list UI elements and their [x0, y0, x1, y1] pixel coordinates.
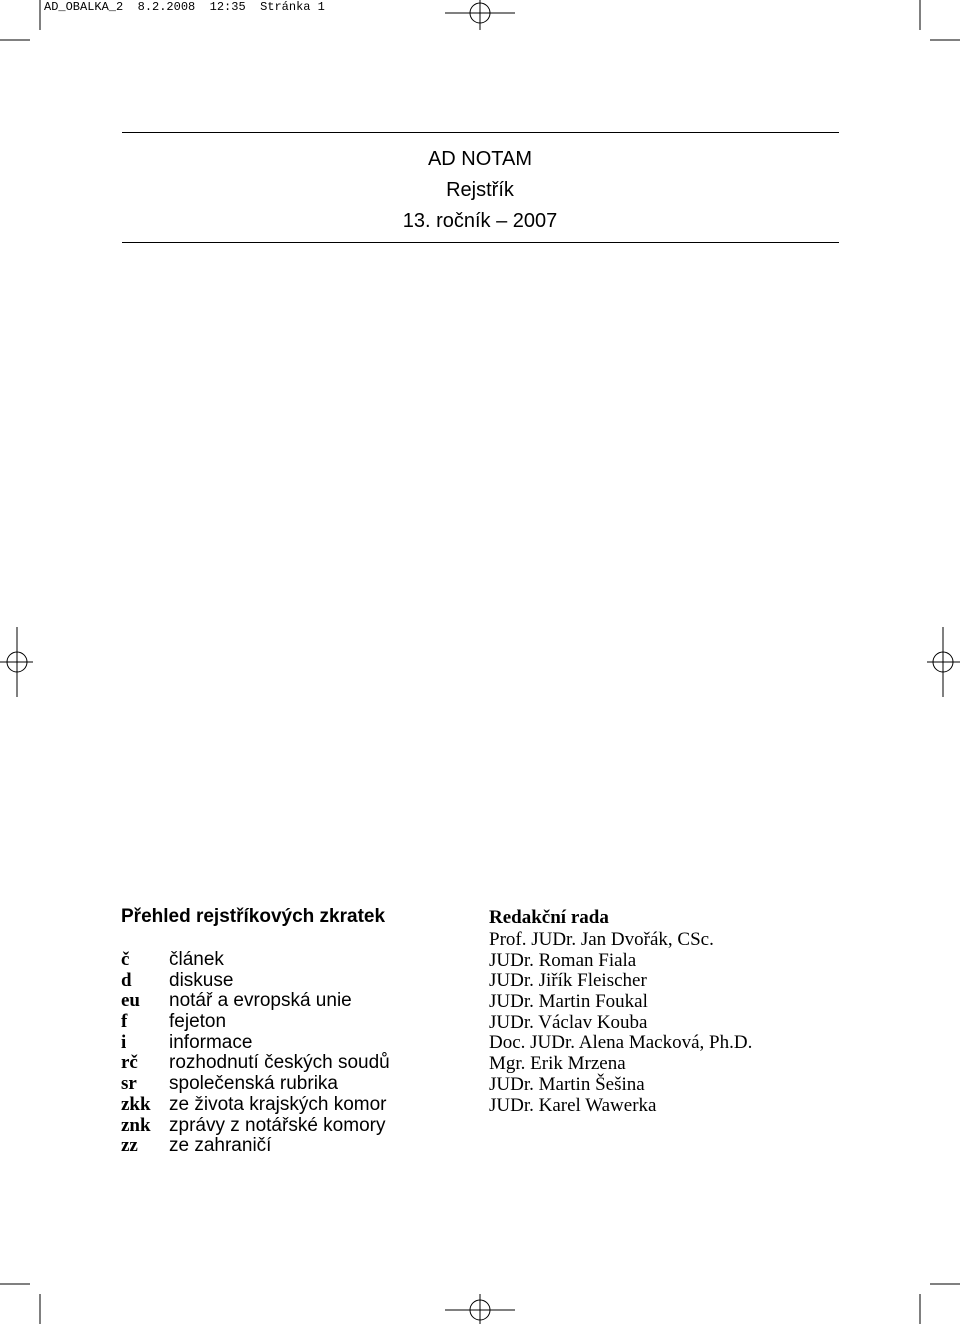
board-member: JUDr. Karel Wawerka: [489, 1094, 657, 1116]
abbreviation-description: článek: [169, 949, 224, 970]
abbreviation-description: informace: [169, 1031, 253, 1053]
abbreviation-code: rč: [121, 1052, 138, 1074]
list-item: [121, 1095, 390, 1116]
abbreviation-code: d: [121, 969, 132, 991]
slug-time: 12:35: [209, 0, 246, 14]
board-member: JUDr. Václav Kouba: [489, 1011, 648, 1033]
list-item: [121, 971, 390, 992]
abbreviation-code: zz: [121, 1135, 138, 1157]
page-title: AD NOTAM: [427, 148, 533, 170]
editorial-board-heading: Redakční rada: [489, 907, 609, 928]
list-item: [121, 1074, 390, 1095]
list-item: [121, 1116, 390, 1137]
abbreviation-description: diskuse: [169, 969, 234, 991]
list-item: [121, 950, 390, 971]
abbreviation-description: fejeton: [169, 1011, 227, 1033]
abbreviation-description: ze zahraničí: [169, 1135, 272, 1157]
board-member: Mgr. Erik Mrzena: [489, 1053, 626, 1075]
slug-date: 8.2.2008: [137, 0, 196, 14]
editorial-board-list: [489, 930, 752, 1116]
abbreviation-code: znk: [121, 1114, 151, 1136]
abbreviations-heading: Přehled rejstříkových zkratek: [121, 906, 386, 927]
slug-filename: AD_OBALKA_2: [44, 0, 124, 14]
abbreviation-description: ze života krajských komor: [169, 1093, 387, 1115]
abbreviation-code: f: [121, 1011, 128, 1033]
board-member: JUDr. Martin Foukal: [489, 991, 648, 1013]
list-item: [121, 1012, 390, 1033]
list-item: [121, 1033, 390, 1054]
list-item: [121, 991, 390, 1012]
abbreviation-code: zkk: [121, 1093, 151, 1115]
abbreviation-description: rozhodnutí českých soudů: [169, 1052, 390, 1074]
list-item: [121, 1136, 390, 1157]
volume-label: 13. ročník – 2007: [402, 210, 558, 232]
registration-mark-left: [0, 627, 33, 697]
abbreviation-code: č: [121, 949, 130, 970]
page-subtitle: Rejstřík: [446, 179, 514, 201]
abbreviation-code: eu: [121, 990, 140, 1012]
list-item: [121, 1053, 390, 1074]
registration-mark-bottom: [445, 1294, 515, 1324]
abbreviation-description: společenská rubrika: [169, 1073, 338, 1095]
abbreviations-list: [121, 950, 390, 1157]
abbreviation-description: zprávy z notářské komory: [169, 1114, 386, 1136]
header-rule-top: [122, 132, 839, 133]
abbreviation-description: notář a evropská unie: [169, 990, 352, 1012]
abbreviation-code: i: [121, 1031, 127, 1053]
registration-mark-right: [927, 627, 960, 697]
slug-page: Stránka 1: [260, 0, 325, 14]
abbreviation-code: sr: [121, 1073, 137, 1095]
header-rule-bottom: [122, 242, 839, 243]
board-member: JUDr. Martin Šešina: [489, 1073, 645, 1095]
board-member: JUDr. Roman Fiala: [489, 949, 637, 971]
registration-mark-top: [445, 0, 515, 30]
board-member: Prof. JUDr. Jan Dvořák, CSc.: [489, 929, 714, 950]
board-member: JUDr. Jiřík Fleischer: [489, 970, 647, 992]
board-member: Doc. JUDr. Alena Macková, Ph.D.: [489, 1032, 753, 1054]
